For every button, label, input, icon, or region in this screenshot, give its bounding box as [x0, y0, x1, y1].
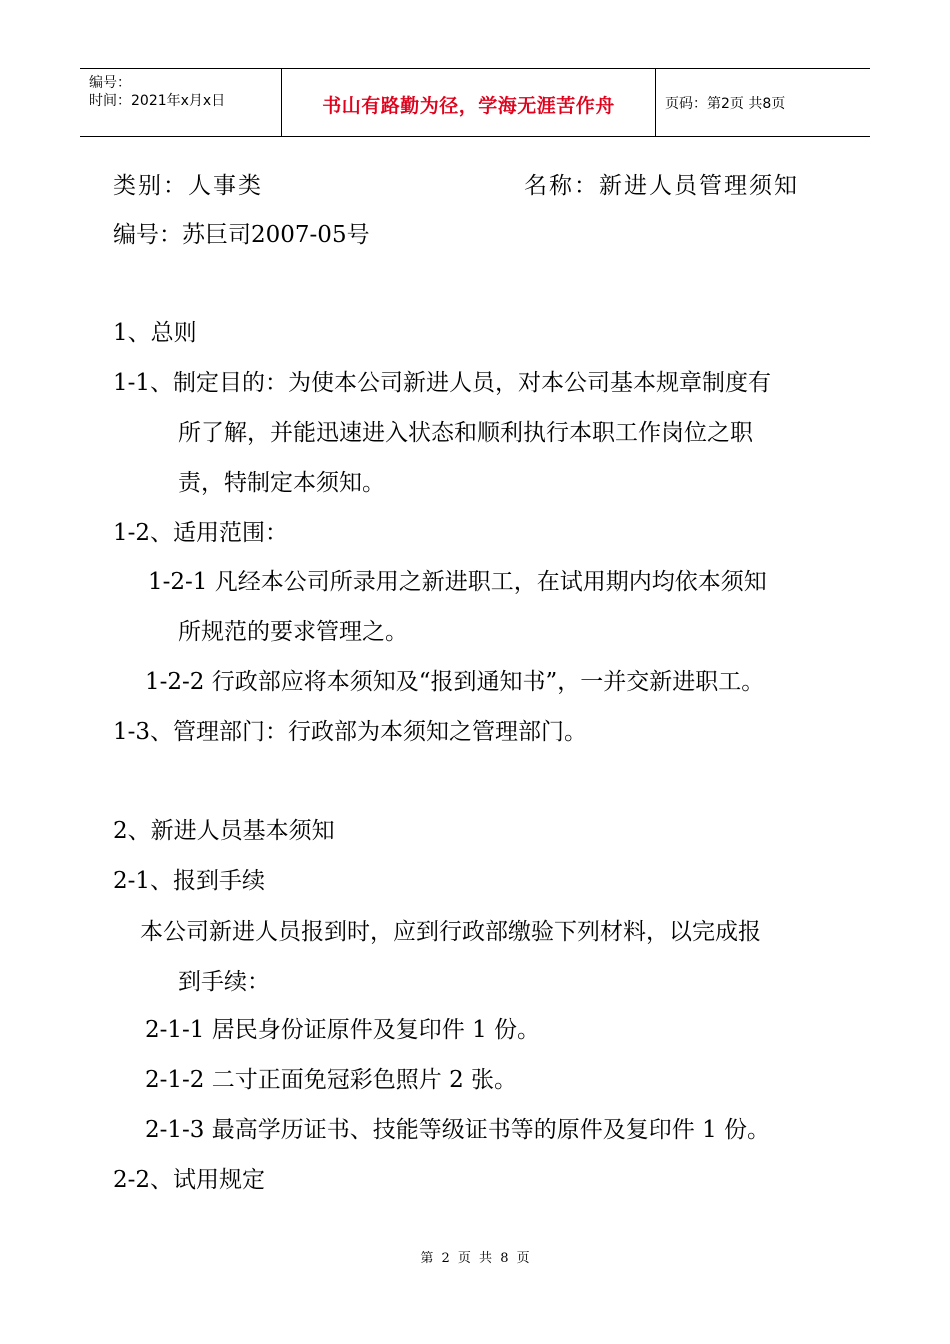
category: 类别：人事类 — [113, 173, 263, 199]
section-heading: 2、新进人员基本须知 — [113, 818, 335, 844]
document-number: 编号：苏巨司2007-05号 — [113, 222, 370, 248]
list-item: 2-1-2 二寸正面免冠彩色照片 2 张。 — [145, 1067, 518, 1093]
motto: 书山有路勤为径，学海无涯苦作舟 — [322, 95, 615, 117]
subsection-heading: 2-1、报到手续 — [113, 868, 266, 894]
paragraph-line: 1-1、制定目的：为使本公司新进人员，对本公司基本规章制度有 — [113, 370, 772, 396]
section-heading: 1、总则 — [113, 320, 197, 346]
header-motto-cell — [281, 69, 656, 136]
header-page-cell — [656, 69, 870, 136]
header-table — [80, 68, 870, 137]
paragraph-line: 1-3、管理部门：行政部为本须知之管理部门。 — [113, 719, 588, 745]
document-name: 名称：新进人员管理须知 — [524, 173, 799, 199]
time-label: 时间：2021年x月x日 — [89, 93, 226, 109]
paragraph-line: 责，特制定本须知。 — [178, 470, 385, 496]
page-info: 页码：第2页 共8页 — [665, 96, 786, 112]
header-info-cell — [80, 69, 281, 136]
list-item: 2-1-3 最高学历证书、技能等级证书等的原件及复印件 1 份。 — [145, 1117, 771, 1143]
paragraph-line: 到手续： — [178, 969, 270, 995]
paragraph-line: 所规范的要求管理之。 — [178, 619, 408, 645]
paragraph-line: 所了解，并能迅速进入状态和顺利执行本职工作岗位之职 — [178, 420, 753, 446]
subsection-heading: 2-2、试用规定 — [113, 1167, 266, 1193]
paragraph-line: 1-2-1 凡经本公司所录用之新进职工，在试用期内均依本须知 — [148, 569, 767, 595]
list-item: 2-1-1 居民身份证原件及复印件 1 份。 — [145, 1017, 541, 1043]
paragraph-line: 1-2-2 行政部应将本须知及“报到通知书”，一并交新进职工。 — [145, 669, 765, 695]
page-footer: 第 2 页 共 8 页 — [420, 1251, 530, 1266]
subsection-heading: 1-2、适用范围： — [113, 520, 289, 546]
paragraph-line: 本公司新进人员报到时，应到行政部缴验下列材料，以完成报 — [140, 919, 761, 945]
number-label: 编号： — [89, 75, 131, 91]
